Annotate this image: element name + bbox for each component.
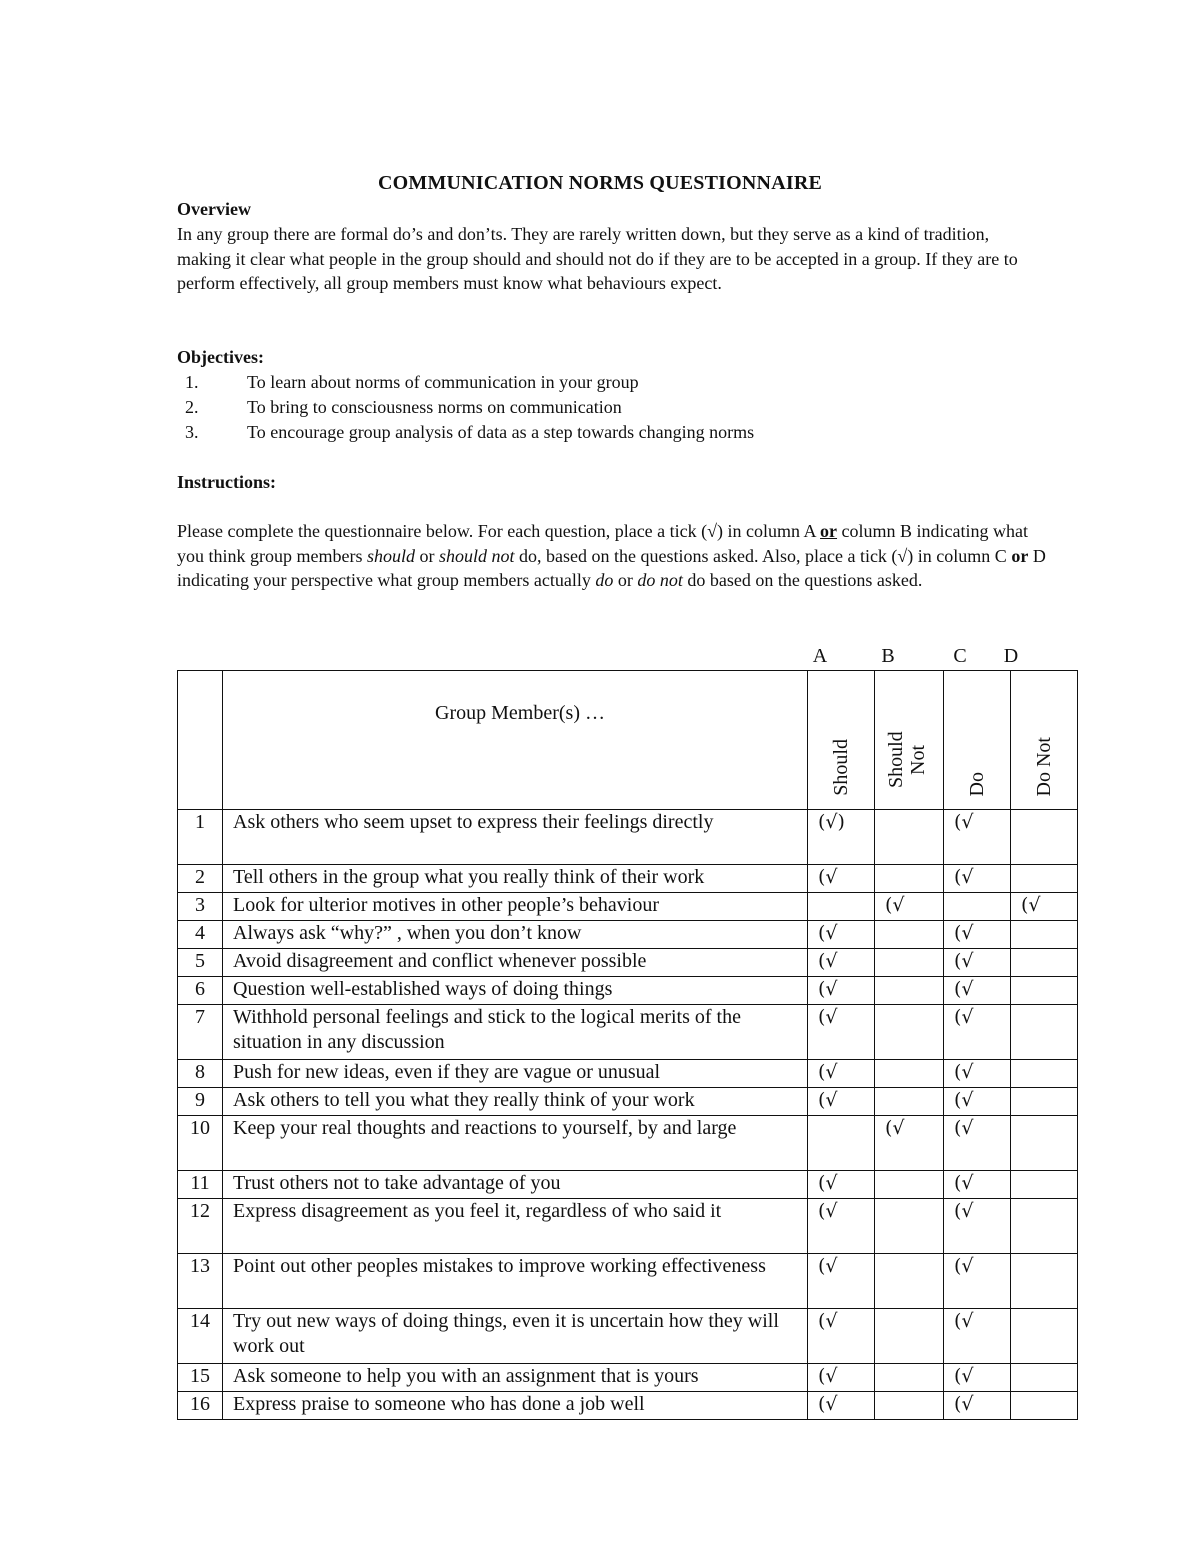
mark-should[interactable]: (√ <box>808 1005 875 1060</box>
mark-should-not[interactable] <box>875 977 944 1005</box>
row-statement: Trust others not to take advantage of you <box>223 1171 808 1199</box>
row-number: 2 <box>178 865 223 893</box>
row-statement: Push for new ideas, even if they are vague or unusual <box>223 1060 808 1088</box>
table-row <box>178 893 1078 921</box>
mark-do-not[interactable] <box>1011 1309 1078 1364</box>
mark-should-not[interactable] <box>875 921 944 949</box>
table-row <box>178 921 1078 949</box>
mark-do[interactable]: (√ <box>944 1060 1011 1088</box>
mark-do[interactable]: (√ <box>944 865 1011 893</box>
header-should <box>808 671 875 810</box>
row-statement: Ask others to tell you what they really think of your work <box>223 1088 808 1116</box>
mark-do-not[interactable] <box>1011 1254 1078 1309</box>
table-row <box>178 810 1078 865</box>
column-letter-a: A <box>812 645 828 667</box>
mark-do[interactable]: (√ <box>944 1392 1011 1420</box>
objective-item <box>185 395 1045 420</box>
mark-should[interactable]: (√ <box>808 1392 875 1420</box>
mark-do[interactable]: (√ <box>944 977 1011 1005</box>
mark-should[interactable] <box>808 893 875 921</box>
objective-text: To learn about norms of communication in your group <box>247 372 639 392</box>
row-number: 13 <box>178 1254 223 1309</box>
mark-do-not[interactable] <box>1011 1364 1078 1392</box>
mark-do-not[interactable] <box>1011 949 1078 977</box>
row-statement: Withhold personal feelings and stick to the logical merits of the situation in any discussion <box>223 1005 808 1060</box>
instructions-text <box>177 519 1047 593</box>
column-letter-b: B <box>881 645 895 667</box>
mark-should-not[interactable] <box>875 1171 944 1199</box>
mark-do[interactable]: (√ <box>944 1005 1011 1060</box>
column-letters <box>0 645 1200 669</box>
mark-should[interactable]: (√ <box>808 1364 875 1392</box>
mark-should-not[interactable] <box>875 1254 944 1309</box>
mark-do-not[interactable] <box>1011 1392 1078 1420</box>
mark-do-not[interactable] <box>1011 1060 1078 1088</box>
row-statement: Point out other peoples mistakes to improve working effectiveness <box>223 1254 808 1309</box>
mark-do-not[interactable] <box>1011 977 1078 1005</box>
row-number: 6 <box>178 977 223 1005</box>
header-label: Group Member(s) … <box>223 671 808 810</box>
mark-should-not[interactable] <box>875 1088 944 1116</box>
objectives-list <box>185 370 1045 444</box>
row-number: 10 <box>178 1116 223 1171</box>
mark-should[interactable]: (√ <box>808 921 875 949</box>
row-statement: Ask someone to help you with an assignment that is yours <box>223 1364 808 1392</box>
row-statement: Question well-established ways of doing things <box>223 977 808 1005</box>
mark-should-not[interactable] <box>875 1364 944 1392</box>
mark-do-not[interactable] <box>1011 1116 1078 1171</box>
mark-do-not[interactable] <box>1011 810 1078 865</box>
column-letter-d: D <box>1003 645 1019 667</box>
instr-part: column B indicating what you think group members <box>177 521 1028 566</box>
instr-or-emphasis: or <box>820 521 838 541</box>
row-statement: Express disagreement as you feel it, regardless of who said it <box>223 1199 808 1254</box>
mark-should[interactable]: (√ <box>808 1088 875 1116</box>
mark-do-not[interactable] <box>1011 921 1078 949</box>
mark-do[interactable]: (√ <box>944 949 1011 977</box>
instr-part: D indicating your perspective what group members actually <box>177 545 1046 591</box>
table-row <box>178 1171 1078 1199</box>
instr-should: should <box>366 545 415 566</box>
mark-do-not[interactable] <box>1011 1005 1078 1060</box>
row-statement: Try out new ways of doing things, even it is uncertain how they will work out <box>223 1309 808 1364</box>
questionnaire-table <box>177 670 1078 1420</box>
mark-should[interactable]: (√ <box>808 1254 875 1309</box>
objectives-heading: Objectives: <box>177 347 264 367</box>
mark-should[interactable]: (√ <box>808 1060 875 1088</box>
mark-should-not[interactable] <box>875 1392 944 1420</box>
row-number: 9 <box>178 1088 223 1116</box>
mark-should[interactable]: (√ <box>808 1309 875 1364</box>
header-do <box>944 671 1011 810</box>
objective-text: To encourage group analysis of data as a step towards changing norms <box>247 421 755 442</box>
table-row <box>178 1392 1078 1420</box>
instr-do-not: do not <box>637 570 683 591</box>
mark-do[interactable]: (√ <box>944 1116 1011 1171</box>
mark-should[interactable] <box>808 1116 875 1171</box>
mark-do[interactable]: (√ <box>944 1254 1011 1309</box>
mark-do-not[interactable]: (√ <box>1011 893 1078 921</box>
table-row <box>178 1309 1078 1364</box>
mark-should[interactable]: (√ <box>808 865 875 893</box>
mark-should-not[interactable] <box>875 1199 944 1254</box>
table-row <box>178 1199 1078 1254</box>
row-number: 3 <box>178 893 223 921</box>
mark-do[interactable]: (√ <box>944 810 1011 865</box>
mark-should[interactable]: (√) <box>808 810 875 865</box>
mark-should-not[interactable] <box>875 1309 944 1364</box>
table-row <box>178 1116 1078 1171</box>
objective-number: 3. <box>185 421 199 442</box>
objective-number: 2. <box>185 396 199 417</box>
header-do-label: Do <box>966 771 988 796</box>
mark-should[interactable]: (√ <box>808 1171 875 1199</box>
mark-do[interactable]: (√ <box>944 1171 1011 1199</box>
header-should-not <box>875 671 944 810</box>
header-do-not-label: Do Not <box>1033 736 1055 796</box>
table-row <box>178 1088 1078 1116</box>
header-should-not-label: Should Not <box>885 731 929 789</box>
row-statement: Express praise to someone who has done a job well <box>223 1392 808 1420</box>
header-num-cell <box>178 671 223 810</box>
instr-part: or <box>613 570 638 591</box>
mark-should-not[interactable]: (√ <box>875 1116 944 1171</box>
table-row <box>178 1005 1078 1060</box>
mark-should[interactable]: (√ <box>808 949 875 977</box>
mark-should-not[interactable] <box>875 865 944 893</box>
row-number: 15 <box>178 1364 223 1392</box>
instructions-heading: Instructions: <box>177 472 277 492</box>
mark-do-not[interactable] <box>1011 1171 1078 1199</box>
row-number: 7 <box>178 1005 223 1060</box>
row-statement: Avoid disagreement and conflict whenever possible <box>223 949 808 977</box>
objective-text: To bring to consciousness norms on communication <box>247 396 622 417</box>
table-row <box>178 865 1078 893</box>
row-number: 14 <box>178 1309 223 1364</box>
table-header-row <box>178 671 1078 810</box>
row-statement: Tell others in the group what you really think of their work <box>223 865 808 893</box>
row-statement: Keep your real thoughts and reactions to yourself, by and large <box>223 1116 808 1171</box>
row-number: 8 <box>178 1060 223 1088</box>
instr-part: do, based on the questions asked. Also, place a tick (√) in column C <box>514 545 1012 566</box>
mark-do[interactable] <box>944 893 1011 921</box>
row-number: 11 <box>178 1171 223 1199</box>
table-row <box>178 977 1078 1005</box>
row-number: 12 <box>178 1199 223 1254</box>
instr-part: Please complete the questionnaire below. For each question, place a tick (√) in column A <box>177 521 821 541</box>
mark-should-not[interactable] <box>875 1060 944 1088</box>
overview-text: In any group there are formal do’s and don’ts. They are rarely written down, but they serve as a kind of tradition, making it clear what people in the group should and should not do if they are to be accepted in a group. If they are to perform effectively, all group members must know what behaviours expect. <box>177 224 1018 294</box>
header-do-not <box>1011 671 1078 810</box>
column-letter-c: C <box>953 645 967 667</box>
header-should-label: Should <box>830 739 852 796</box>
instr-part: or <box>415 545 439 566</box>
mark-should-not[interactable] <box>875 1005 944 1060</box>
table-row <box>178 949 1078 977</box>
row-number: 4 <box>178 921 223 949</box>
page-title: COMMUNICATION NORMS QUESTIONNAIRE <box>377 172 823 194</box>
mark-do-not[interactable] <box>1011 1088 1078 1116</box>
table-row <box>178 1060 1078 1088</box>
row-statement: Ask others who seem upset to express their feelings directly <box>223 810 808 865</box>
objective-item <box>185 420 1045 445</box>
mark-do[interactable]: (√ <box>944 1309 1011 1364</box>
row-number: 1 <box>178 810 223 865</box>
instr-should-not: should not <box>439 545 515 566</box>
mark-do[interactable]: (√ <box>944 1364 1011 1392</box>
instr-or-emphasis: or <box>1011 545 1029 566</box>
mark-should-not[interactable] <box>875 949 944 977</box>
objective-number: 1. <box>185 372 199 392</box>
row-statement: Always ask “why?” , when you don’t know <box>223 921 808 949</box>
mark-do[interactable]: (√ <box>944 921 1011 949</box>
mark-do[interactable]: (√ <box>944 1088 1011 1116</box>
row-number: 16 <box>178 1392 223 1420</box>
instr-part: do based on the questions asked. <box>682 570 923 591</box>
table-row <box>178 1254 1078 1309</box>
overview-heading: Overview <box>177 199 251 219</box>
mark-should[interactable]: (√ <box>808 977 875 1005</box>
table-row <box>178 1364 1078 1392</box>
objective-item <box>185 370 1045 395</box>
mark-do-not[interactable] <box>1011 865 1078 893</box>
mark-should[interactable]: (√ <box>808 1199 875 1254</box>
mark-should-not[interactable]: (√ <box>875 893 944 921</box>
mark-do-not[interactable] <box>1011 1199 1078 1254</box>
mark-should-not[interactable] <box>875 810 944 865</box>
row-number: 5 <box>178 949 223 977</box>
row-statement: Look for ulterior motives in other people’s behaviour <box>223 893 808 921</box>
mark-do[interactable]: (√ <box>944 1199 1011 1254</box>
instr-do: do <box>595 570 614 591</box>
